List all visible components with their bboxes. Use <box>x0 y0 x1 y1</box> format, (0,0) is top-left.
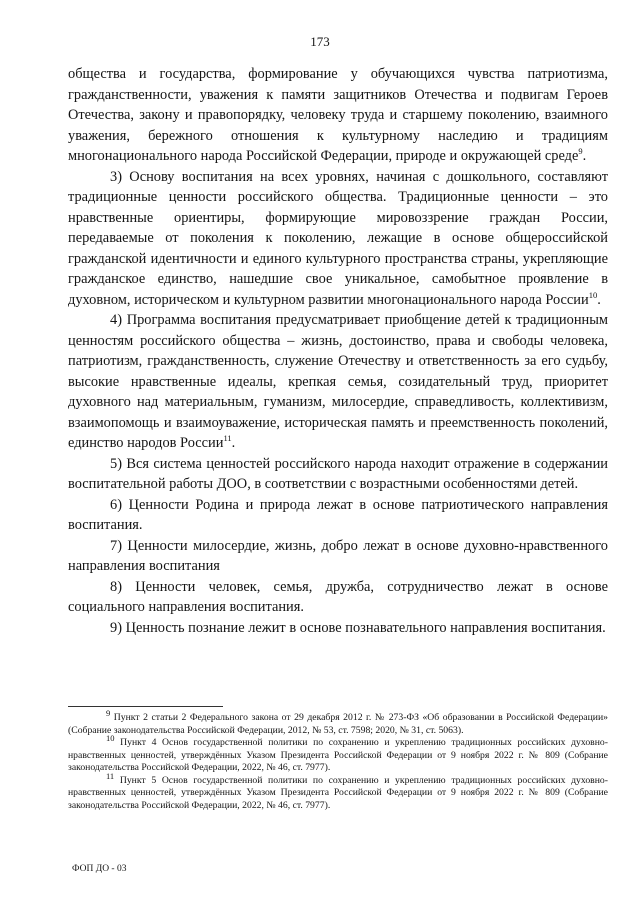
paragraph-3: 3) Основу воспитания на всех уровнях, начиная с дошкольного, составляют традиционные ценности российского общества. Традиционные ценности – это нравственные ориентиры, формирующие мировоззрение граждан России, передаваемые от поколения к поколению, лежащие в основе общероссийской гражданской идентичности и единого культурного пространства страны, укрепляющие гражданское единство, нашедшие свое уникальное, самобытное проявление в духовном, историческом и культурном развитии многонационального народа России$^{10}$. <box>68 168 608 308</box>
footnote-ref-10: 10 <box>588 289 598 300</box>
document-code: ФОП ДО - 03 <box>72 864 127 874</box>
footnote-ref-11: 11 <box>223 433 232 444</box>
paragraph-1: общества и государства, формирование у обучающихся чувства патриотизма, гражданственности, уважения к памяти защитников Отечества и подвигам Героев Отечества, закону и правопорядку, человеку труда и старшему поколению, взаимного уважения, бережного отношения к культурному наследию и традициям многонационального народа Российской Федерации, природе и окружающей среде$^9$. <box>68 66 608 164</box>
paragraph-4: 4) Программа воспитания предусматривает приобщение детей к традиционным ценностям российского общества – жизнь, достоинство, права и свободы человека, патриотизм, гражданственность, служение Отечеству и ответственность за его судьбу, высокие нравственные идеалы, крепкая семья, созидательный труд, приоритет духовного над материальным, гуманизм, милосердие, справедливость, коллективизм, взаимопомощь и взаимоуважение, историческая память и преемственность поколений, единство народов России$^{11}$. <box>68 312 608 451</box>
footnote-divider <box>68 706 223 707</box>
footnote-mark-10: 10 <box>106 732 115 743</box>
paragraph-6-text: 6) Ценности Родина и природа лежат в основе патриотического направления воспитания. <box>68 496 608 533</box>
footnote-9 <box>68 707 609 737</box>
paragraph-9-text: 9) Ценность познание лежит в основе познавательного направления воспитания. <box>110 619 606 636</box>
paragraph-9 <box>68 618 608 639</box>
footnote-ref-9: 9 <box>578 146 583 157</box>
paragraph-8 <box>68 577 608 618</box>
paragraph-7 <box>68 536 608 577</box>
footnote-11 <box>68 770 608 813</box>
body-text <box>68 64 608 638</box>
paragraph-4-text: 4) Программа воспитания предусматривает приобщение детей к традиционным ценностям российского общества – жизнь, достоинство, права и свободы человека, патриотизм, гражданственность, служение Отечеству и ответственность за его судьбу, высокие нравственные идеалы, крепкая семья, созидательный труд, приоритет духовного над материальным, гуманизм, милосердие, справедливость, коллективизм, взаимопомощь и взаимоуважение, историческая память и преемственность поколений, единство народов России <box>68 312 608 451</box>
footnote-mark-11: 11 <box>106 770 115 781</box>
footnotes <box>68 707 609 812</box>
footnote-10-text: Пункт 4 Основ государственной политики по сохранению и укреплению традиционных российских духовно-нравственных ценностей, утверждённых Указом Президента Российской Федерации от 9 ноября 2022 г. № 809 (Собрание законодательства Российской Федерации, 2022, № 46, ст. 7977). <box>68 737 608 773</box>
paragraph-1-text: общества и государства, формирование у обучающихся чувства патриотизма, гражданственности, уважения к памяти защитников Отечества и подвигам Героев Отечества, закону и правопорядку, человеку труда и старшему поколению, взаимного уважения, бережного отношения к культурному наследию и традициям многонационального народа Российской Федерации, природе и окружающей среде <box>68 66 608 164</box>
paragraph-6 <box>68 495 608 536</box>
footnote-10 <box>68 732 608 775</box>
footnote-11-text: Пункт 5 Основ государственной политики по сохранению и укреплению традиционных российских духовно-нравственных ценностей, утверждённых Указом Президента Российской Федерации от 9 ноября 2022 г. № 809 (Собрание законодательства Российской Федерации, 2022, № 46, ст. 7977). <box>68 774 608 811</box>
paragraph-8-text: 8) Ценности человек, семья, дружба, сотрудничество лежат в основе социального направления воспитания. <box>68 578 608 615</box>
paragraph-7-text: 7) Ценности милосердие, жизнь, добро лежат в основе духовно-нравственного направления воспитания <box>68 537 608 574</box>
paragraph-3-text: 3) Основу воспитания на всех уровнях, начиная с дошкольного, составляют традиционные ценности российского общества. Традиционные ценности – это нравственные ориентиры, формирующие мировоззрение граждан России, передаваемые от поколения к поколению, лежащие в основе общероссийской гражданской идентичности и единого культурного пространства страны, укрепляющие гражданское единство, нашедшие свое уникальное, самобытное проявление в духовном, историческом и культурном развитии многонационального народа России <box>68 168 608 308</box>
paragraph-5-text: 5) Вся система ценностей российского народа находит отражение в содержании воспитательной работы ДОО, в соответствии с возрастными особенностями детей. <box>68 455 608 492</box>
page-number: 173 <box>310 34 330 49</box>
paragraph-5 <box>68 454 608 495</box>
footnote-9-text: Пункт 2 статьи 2 Федерального закона от 29 декабря 2012 г. № 273-ФЗ «Об образовании в Российской Федерации» (Собрание законодательства Российской Федерации, 2012, № 53, ст. 7598; 2020, № 31, ст. 5063). <box>68 712 609 736</box>
footnote-mark-9: 9 <box>106 707 111 718</box>
